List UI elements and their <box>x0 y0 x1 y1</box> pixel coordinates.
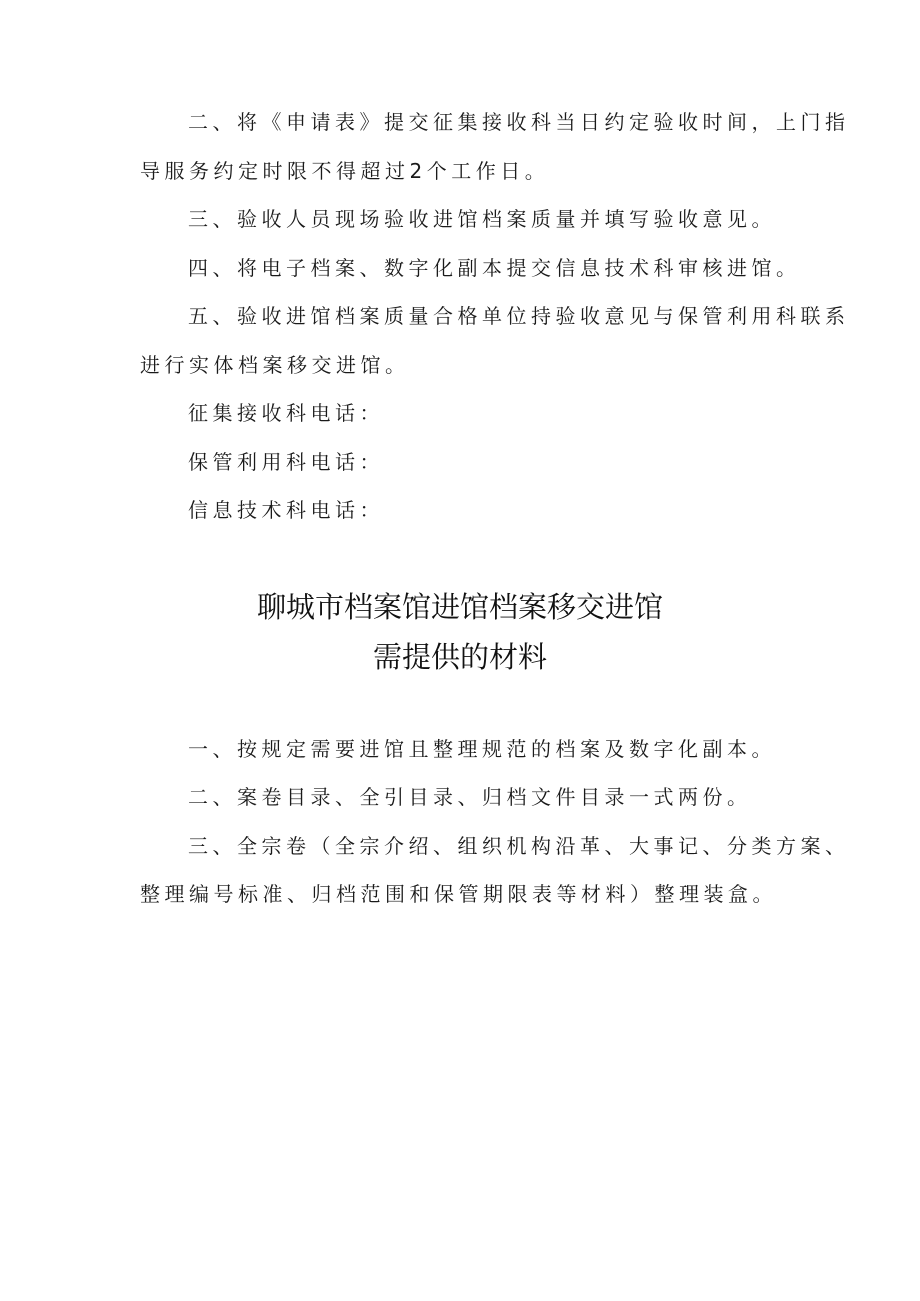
paragraph-3: 三、验收人员现场验收进馆档案质量并填写验收意见。 <box>188 207 776 231</box>
paragraph-2-line-2: 导服务约定时限不得超过2个工作日。 <box>140 159 550 183</box>
paragraph-2-line-1: 二、将《申请表》提交征集接收科当日约定验收时间，上门指 <box>188 110 850 134</box>
page-title-line-1: 聊城市档案馆进馆档案移交进馆 <box>256 590 663 624</box>
contact-collection-phone: 征集接收科电话： <box>188 401 384 425</box>
material-item-3-line-2: 整理编号标准、归档范围和保管期限表等材料）整理装盒。 <box>140 882 777 906</box>
material-item-1: 一、按规定需要进馆且整理规范的档案及数字化副本。 <box>188 737 776 761</box>
paragraph-5-line-1: 五、验收进馆档案质量合格单位持验收意见与保管利用科联系 <box>188 304 850 328</box>
paragraph-5-line-2: 进行实体档案移交进馆。 <box>140 353 410 377</box>
material-item-2: 二、案卷目录、全引目录、归档文件目录一式两份。 <box>188 785 752 809</box>
paragraph-4: 四、将电子档案、数字化副本提交信息技术科审核进馆。 <box>188 256 801 280</box>
material-item-3-line-1: 三、全宗卷（全宗介绍、组织机构沿革、大事记、分类方案、 <box>188 834 850 858</box>
page-title-line-2: 需提供的材料 <box>372 640 547 674</box>
contact-it-phone: 信息技术科电话： <box>188 498 384 522</box>
contact-storage-phone: 保管利用科电话： <box>188 450 384 474</box>
